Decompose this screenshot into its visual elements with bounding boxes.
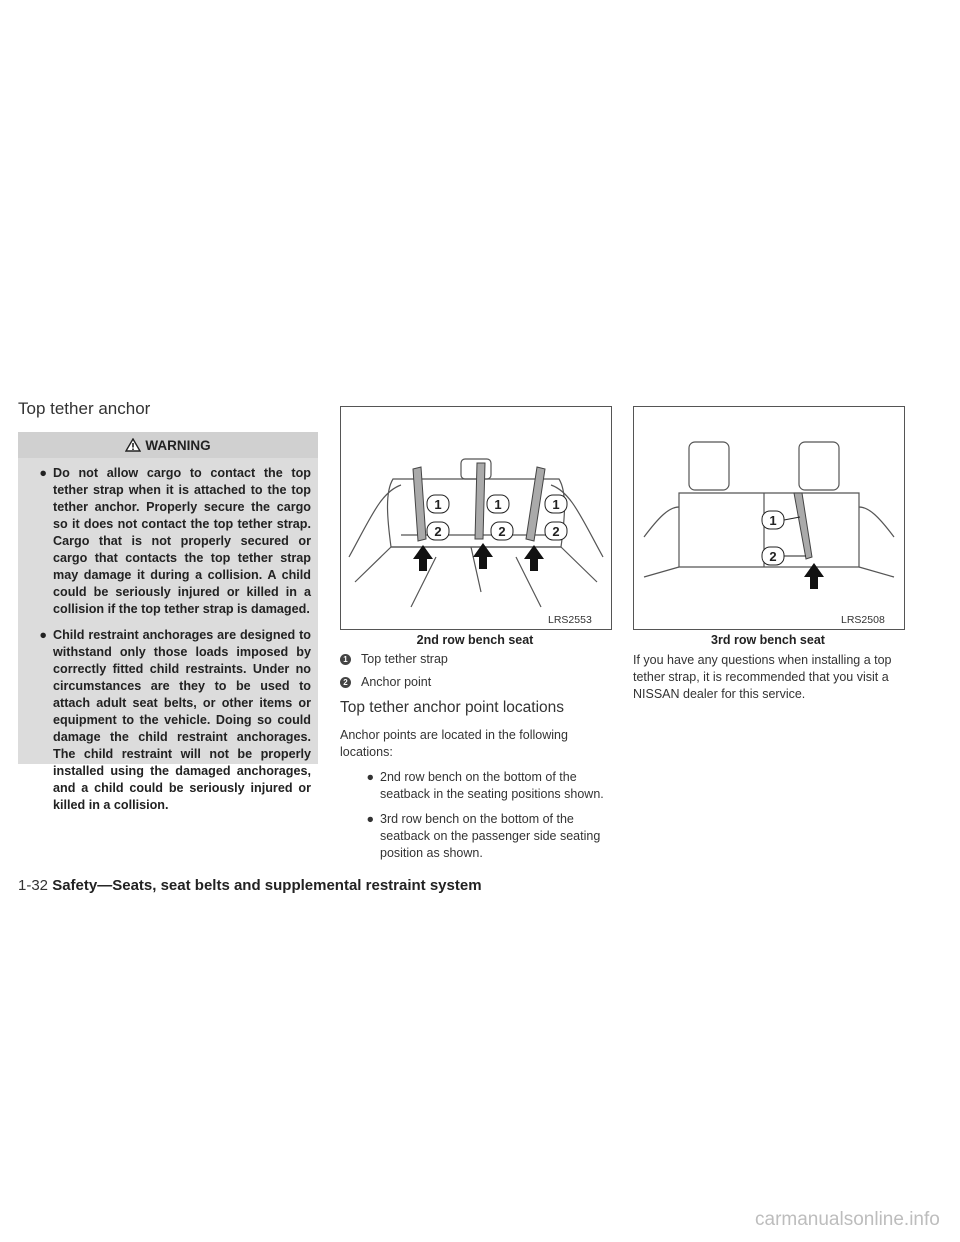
warning-item-text: Child restraint anchorages are designed to withstand only those loads imposed by correctly fitted child restraints. Under no circumstances are they to be used to attach adult seat belts, or other items or equipment to the vehicle. Doing so could damage the child restraint anchorages. The child restraint will not be properly installed using the damaged anchorages, and a child could be seriously injured or killed in a collision. [53,628,311,812]
warning-item-text: Do not allow cargo to contact the top tether strap when it is attached to the top tether anchor. Properly secure the cargo so it does not contact the top tether strap. Cargo that is not properly secured or cargo that contacts the top tether strap may damage it during a collision. A child could be seriously injured or killed in a collision if the top tether strap is damaged. [53,466,311,616]
legend-label: Anchor point [361,675,432,689]
seat-illustration-3rd-row [634,407,904,629]
svg-text:2: 2 [769,549,777,564]
list-item-text: 3rd row bench on the bottom of the seatback on the passenger side seating position as shown. [380,812,601,860]
warning-triangle-icon [125,438,141,452]
bullet-icon: ● [366,812,374,826]
bullet-icon: ● [39,466,47,480]
locations-list [340,769,610,870]
legend-label: Top tether strap [361,652,448,666]
svg-text:2: 2 [434,524,442,539]
svg-text:1: 1 [494,497,502,512]
svg-text:1: 1 [552,497,560,512]
warning-list [18,465,318,823]
svg-text:2: 2 [552,524,560,539]
bullet-icon: ● [39,628,47,642]
warning-heading [18,432,318,458]
watermark: carmanualsonline.info [755,1209,940,1230]
figure-caption: 2nd row bench seat [416,633,534,647]
figure-3rd-row [633,406,905,630]
svg-text:1: 1 [434,497,442,512]
seat-illustration-2nd-row [341,407,611,629]
list-item [340,811,610,862]
list-item-text: 2nd row bench on the bottom of the seatback in the seating positions shown. [380,770,604,801]
figure-2nd-row [340,406,612,630]
chapter-title: Safety—Seats, seat belts and supplemental restraint system [52,877,482,894]
service-note: If you have any questions when installing a top tether strap, it is recommended that you visit a NISSAN dealer for this service. [633,653,892,701]
warning-item [18,627,318,814]
section-title: Top tether anchor [18,399,151,418]
locations-intro: Anchor points are located in the following locations: [340,728,568,759]
warning-box [18,432,318,812]
svg-text:1: 1 [769,513,777,528]
list-item [340,769,610,803]
warning-heading-text: WARNING [145,437,211,453]
subsection-title: Top tether anchor point locations [340,699,565,716]
legend-item [340,652,448,666]
figure-code: LRS2553 [548,614,592,626]
bullet-icon: ● [366,770,374,784]
figure-code: LRS2508 [841,614,885,626]
page-footer [18,877,482,894]
callout-number-icon: 2 [340,677,351,688]
warning-item [18,465,318,618]
figure-caption: 3rd row bench seat [711,633,825,647]
legend-item [340,675,431,689]
svg-text:2: 2 [498,524,506,539]
page-number: 1-32 [18,877,49,894]
callout-number-icon: 1 [340,654,351,665]
